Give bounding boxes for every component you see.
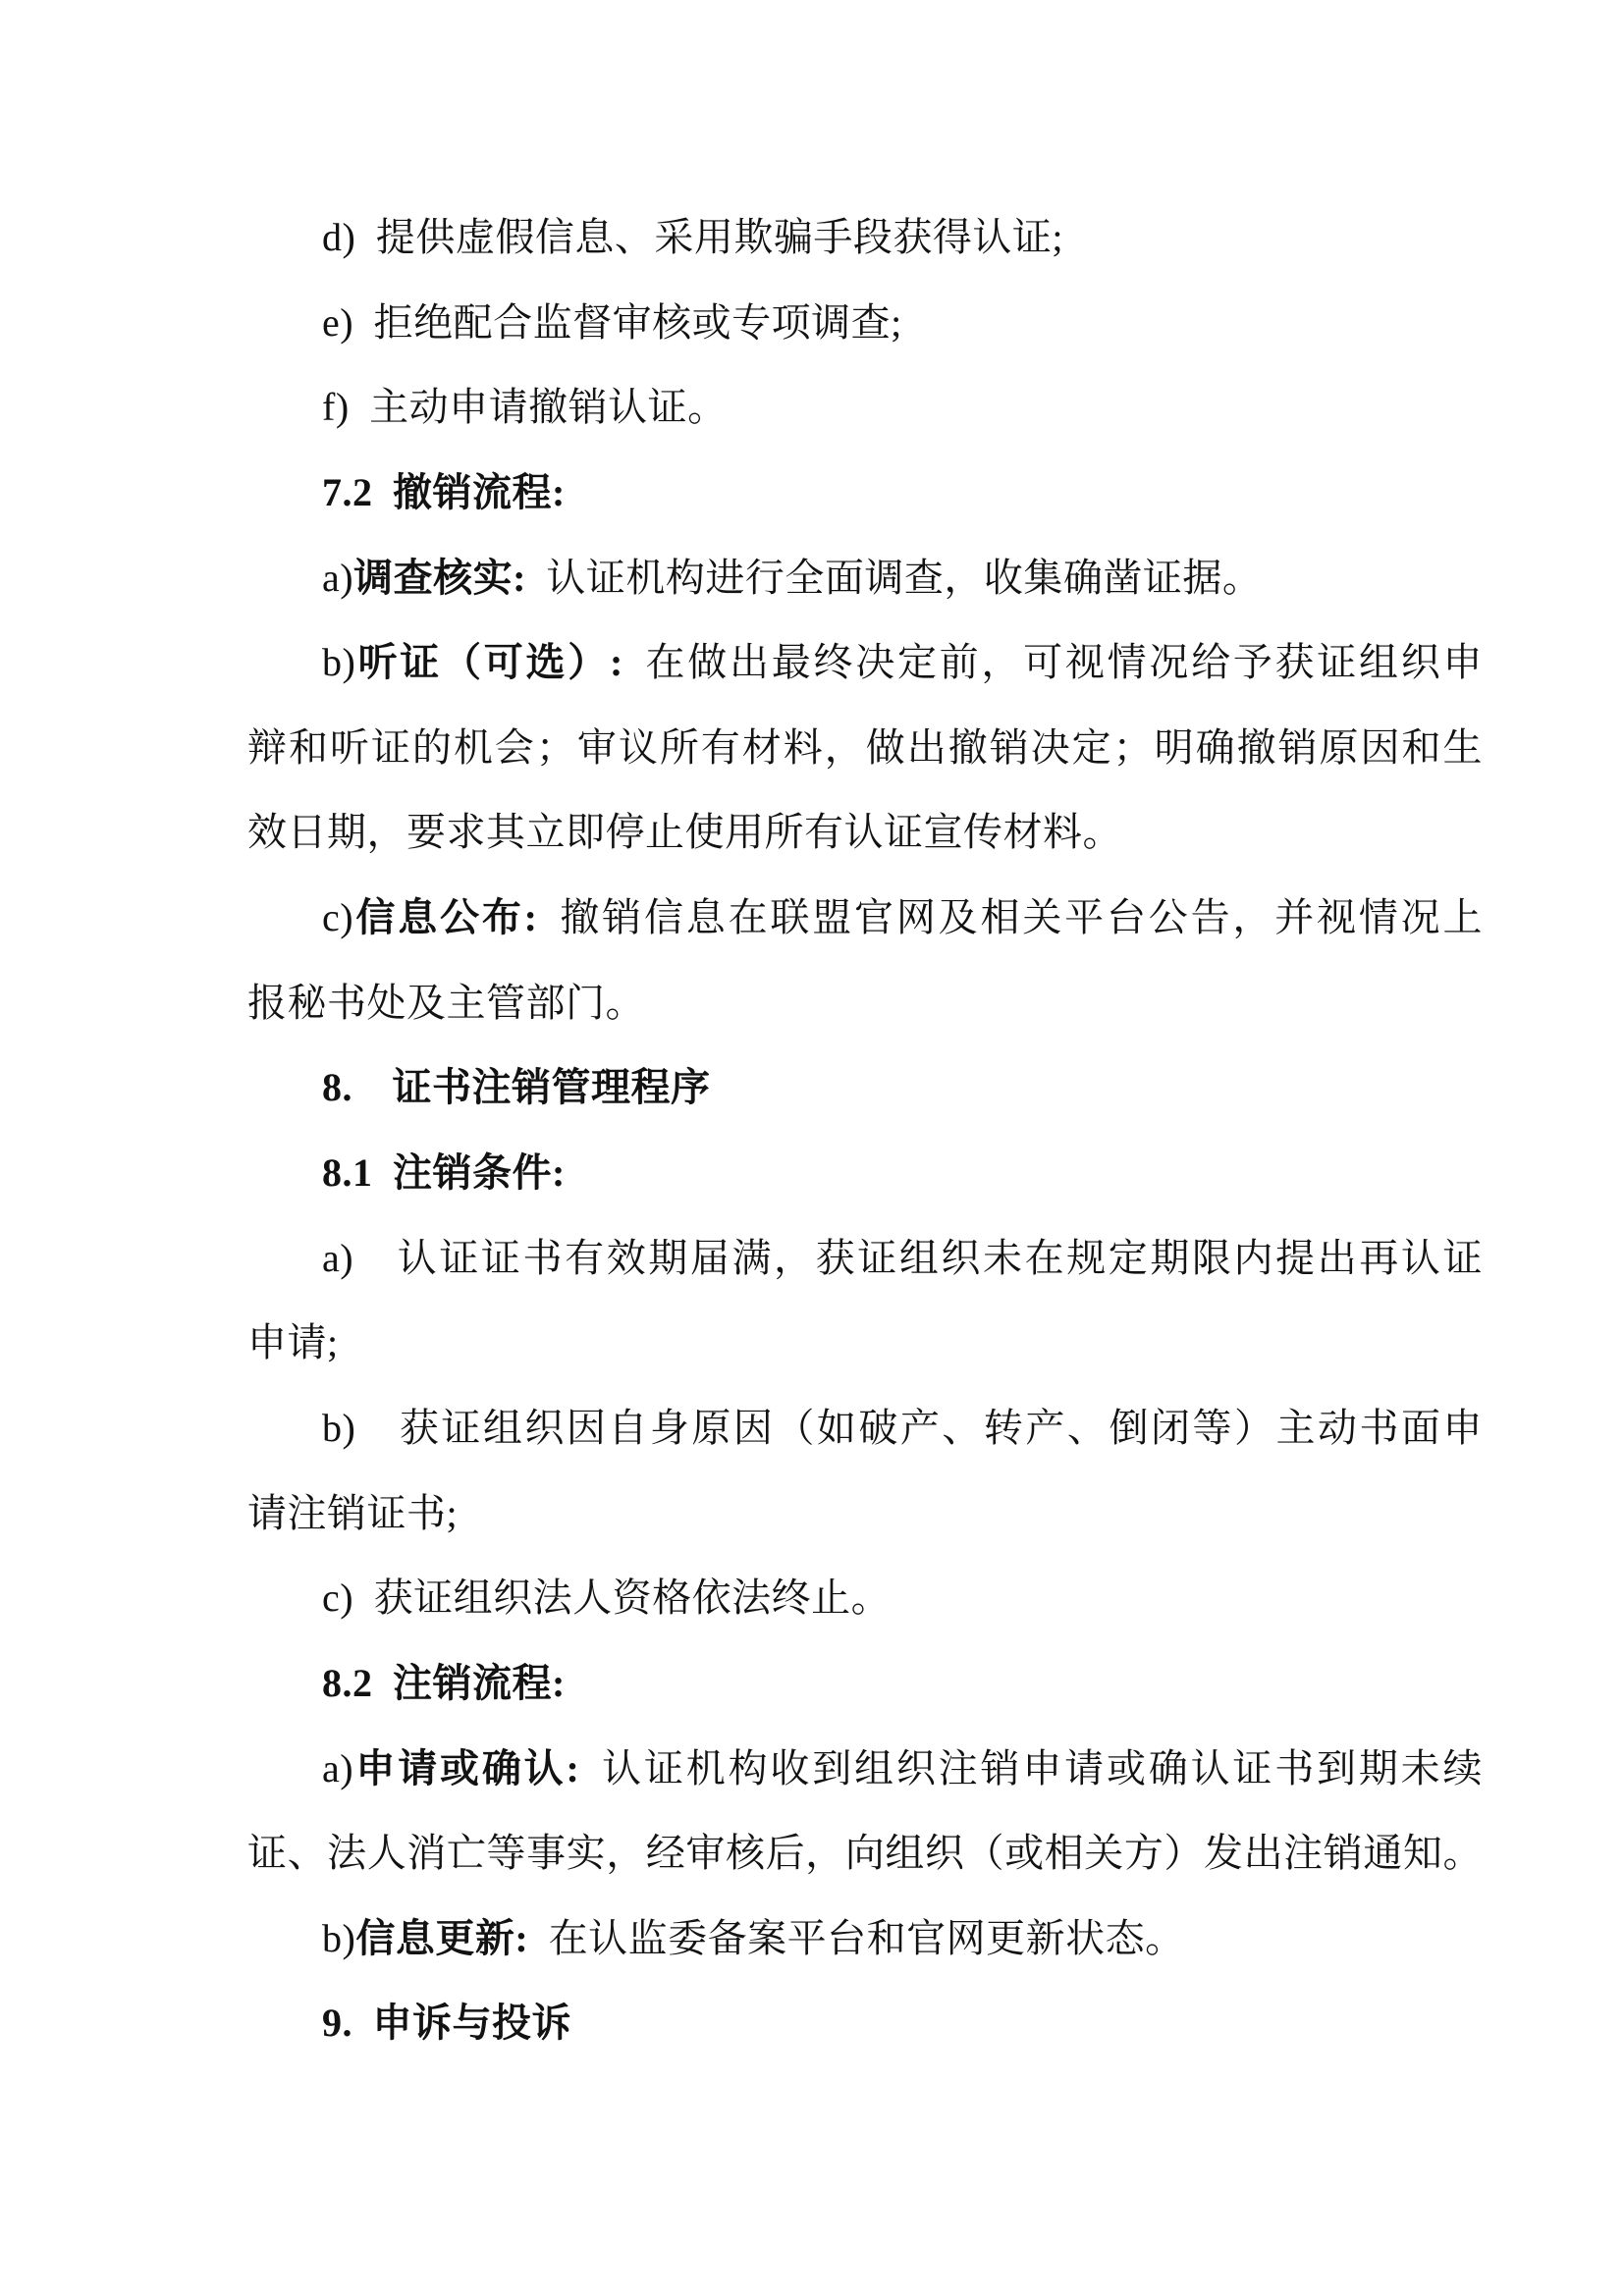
text-run: 撤销信息在联盟官网及相关平台公告，并视情况上	[537, 895, 1484, 939]
list-item-f	[322, 386, 1483, 429]
item-c-xinxigongbu-line2	[247, 982, 1483, 1025]
bold-run: 8.2 注销流程:	[322, 1661, 566, 1705]
item-b-zhuxiao-line1	[322, 1407, 1483, 1450]
item-b-tingzheng-line3	[247, 811, 1483, 854]
text-run: 辩和听证的机会；审议所有材料，做出撤销决定；明确撤销原因和生	[247, 725, 1483, 770]
text-run: 申请;	[247, 1320, 339, 1364]
item-a-zhuxiao-line1	[322, 1237, 1483, 1280]
text-run: 认证机构进行全面调查，收集确凿证据。	[525, 556, 1263, 600]
item-c-zhuxiao	[322, 1576, 1483, 1620]
text-run: b)	[322, 640, 356, 684]
list-item-d	[322, 216, 1483, 259]
heading-7-2	[322, 471, 1483, 514]
text-run: b)	[322, 1916, 356, 1960]
text-run: 认证机构收到组织注销申请或确认证书到期未续	[579, 1746, 1483, 1790]
item-b-xinxigengxin	[322, 1917, 1483, 1960]
bold-run: 信息更新:	[355, 1916, 529, 1960]
heading-9	[322, 2002, 1483, 2045]
text-run: a)	[322, 1746, 354, 1790]
bold-run: 申请或确认:	[353, 1746, 580, 1790]
text-run: 效日期，要求其立即停止使用所有认证宣传材料。	[247, 810, 1122, 854]
heading-8	[322, 1066, 1483, 1109]
text-run: b) 获证组织因自身原因（如破产、转产、倒闭等）主动书面申	[322, 1406, 1483, 1450]
bold-run: 9. 申诉与投诉	[322, 2001, 571, 2045]
text-run: 报秘书处及主管部门。	[247, 981, 645, 1025]
item-b-zhuxiao-line2	[247, 1492, 1483, 1535]
item-a-zhuxiao-line2	[247, 1321, 1483, 1364]
item-a-shenqing-line1	[322, 1747, 1483, 1790]
text-run: 请注销证书;	[247, 1491, 459, 1535]
item-a-diaocha	[322, 557, 1483, 600]
item-a-shenqing-line2	[247, 1832, 1483, 1875]
bold-run: 8. 证书注销管理程序	[322, 1065, 711, 1109]
item-b-tingzheng-line1	[322, 641, 1483, 684]
bold-run: 8.1 注销条件:	[322, 1150, 566, 1195]
text-run: a) 认证证书有效期届满，获证组织未在规定期限内提出再认证	[322, 1236, 1483, 1280]
text-run: c) 获证组织法人资格依法终止。	[322, 1575, 892, 1620]
text-run: 证、法人消亡等事实，经审核后，向组织（或相关方）发出注销通知。	[247, 1831, 1483, 1875]
bold-run: 调查核实:	[353, 556, 526, 600]
bold-run: 信息公布:	[353, 895, 538, 939]
text-run: e) 拒绝配合监督审核或专项调查;	[322, 300, 902, 345]
heading-8-1	[322, 1151, 1483, 1195]
text-run: a)	[322, 556, 354, 600]
item-b-tingzheng-line2	[247, 726, 1483, 770]
text-run: 在做出最终决定前，可视情况给予获证组织申	[623, 640, 1483, 684]
text-run: 在认监委备案平台和官网更新状态。	[528, 1916, 1185, 1960]
bold-run: 听证（可选）:	[355, 640, 623, 684]
text-run: f) 主动申请撤销认证。	[322, 385, 728, 429]
heading-8-2	[322, 1662, 1483, 1705]
item-c-xinxigongbu-line1	[322, 896, 1483, 939]
text-run: c)	[322, 895, 354, 939]
bold-run: 7.2 撤销流程:	[322, 470, 566, 514]
list-item-e	[322, 301, 1483, 345]
text-run: d) 提供虚假信息、采用欺骗手段获得认证;	[322, 215, 1063, 259]
